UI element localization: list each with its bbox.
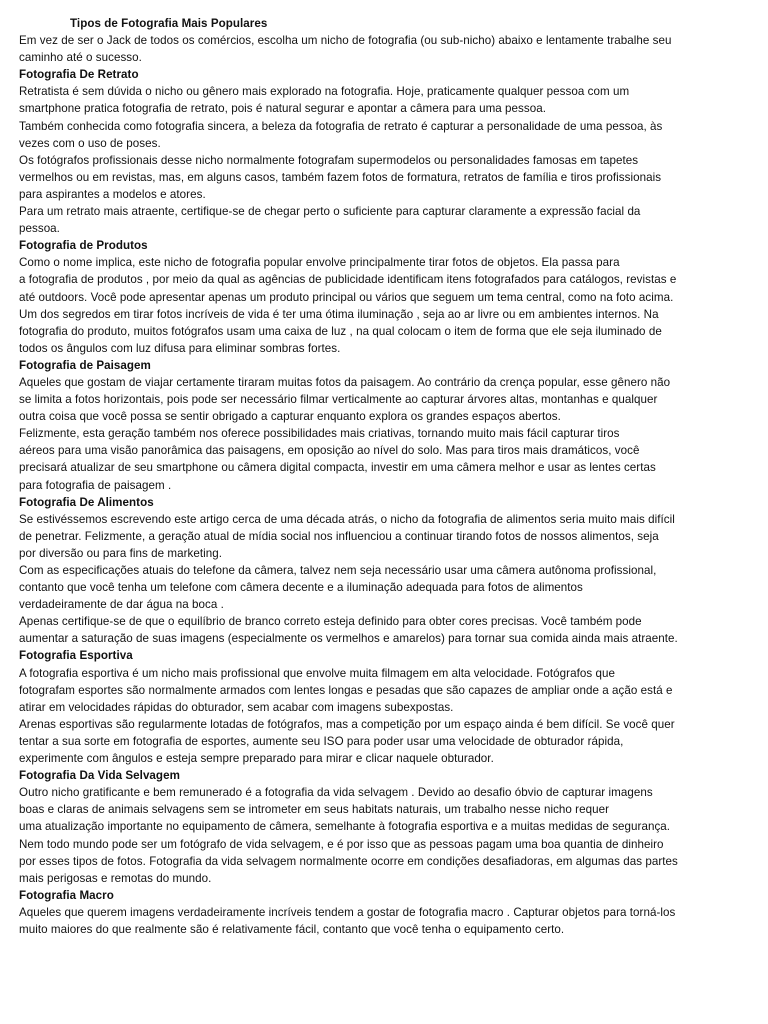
text-line: Aqueles que gostam de viajar certamente tiraram muitas fotos da paisagem. Ao contrário da crença popular, esse gênero não bbox=[19, 375, 671, 389]
text-line: até outdoors. Você pode apresentar apenas um produto principal ou vários que seguem um tema central, como na foto acima. bbox=[19, 290, 674, 304]
section bbox=[19, 357, 755, 494]
text-line: vermelhos ou em revistas, mas, em alguns casos, também fazem fotos de formatura, retratos de família e tiros profissionais bbox=[19, 170, 662, 184]
text-line: por diversão ou para fins de marketing. bbox=[19, 546, 223, 560]
text-line: smartphone pratica fotografia de retrato, pois é natural segurar e apontar a câmera para uma pessoa. bbox=[19, 102, 547, 116]
text-line: Nem todo mundo pode ser um fotógrafo de vida selvagem, e é por isso que as pessoas pagam uma boa quantia de dinheiro bbox=[19, 837, 664, 851]
text-line: de penetrar. Felizmente, a geração atual de mídia social nos influenciou a continuar tirando fotos de nossos alimentos, seja bbox=[19, 529, 659, 543]
text-line: uma atualização importante no equipamento de câmera, semelhante à fotografia esportiva e a muitas medidas de segurança. bbox=[19, 820, 671, 834]
text-line: mais perigosas e remotas do mundo. bbox=[19, 871, 212, 885]
text-line: muito maiores do que realmente são é relativamente fácil, contanto que você tenha o equipamento certo. bbox=[19, 922, 565, 936]
section-heading: Fotografia Macro bbox=[19, 888, 114, 902]
section bbox=[19, 237, 755, 357]
paragraph bbox=[19, 425, 755, 493]
text-line: experimente com ângulos e esteja sempre preparado para mirar e clicar naquele obturador. bbox=[19, 752, 494, 766]
text-line: Em vez de ser o Jack de todos os comércios, escolha um nicho de fotografia (ou sub-nicho) abaixo e lentamente trabalhe seu bbox=[19, 34, 672, 48]
paragraph bbox=[19, 83, 755, 117]
intro-paragraph bbox=[19, 32, 755, 66]
sections-container bbox=[19, 66, 755, 938]
text-line: todos os ângulos com luz difusa para eliminar sombras fortes. bbox=[19, 341, 341, 355]
text-line: contanto que você tenha um telefone com câmera decente e a iluminação adequada para fotos de alimentos bbox=[19, 581, 583, 595]
section-heading: Fotografia De Retrato bbox=[19, 68, 139, 82]
text-line: para aspirantes a modelos e atores. bbox=[19, 187, 206, 201]
text-line: Os fotógrafos profissionais desse nicho normalmente fotografam supermodelos ou personalidades famosas em tapetes bbox=[19, 153, 639, 167]
paragraph bbox=[19, 613, 755, 647]
paragraph bbox=[19, 203, 755, 237]
text-line: fotografam esportes são normalmente armados com lentes longas e pesadas que são capazes de ampliar onde a ação está e bbox=[19, 683, 673, 697]
paragraph bbox=[19, 562, 755, 613]
text-line: a fotografia de produtos , por meio da qual as agências de publicidade identificam itens fotografados para catálogos, revistas e bbox=[19, 273, 677, 287]
section-heading: Fotografia de Paisagem bbox=[19, 358, 151, 372]
text-line: Arenas esportivas são regularmente lotadas de fotógrafos, mas a competição por um espaço ainda é bem difícil. Se você quer bbox=[19, 717, 675, 731]
text-line: Retratista é sem dúvida o nicho ou gênero mais explorado na fotografia. Hoje, praticamente qualquer pessoa com um bbox=[19, 85, 630, 99]
document-page bbox=[19, 15, 755, 938]
document-title: Tipos de Fotografia Mais Populares bbox=[70, 17, 268, 30]
text-line: verdadeiramente de dar água na boca . bbox=[19, 598, 224, 612]
text-line: precisará atualizar de seu smartphone ou câmera digital compacta, investir em uma câmera melhor e usar as lentes certas bbox=[19, 461, 656, 475]
paragraph bbox=[19, 904, 755, 938]
paragraph bbox=[19, 254, 755, 357]
text-line: Felizmente, esta geração também nos oferece possibilidades mais criativas, tornando muito mais fácil capturar tiros bbox=[19, 427, 620, 441]
paragraph bbox=[19, 374, 755, 425]
paragraph bbox=[19, 152, 755, 203]
text-line: aéreos para uma visão panorâmica das paisagens, em oposição ao nível do solo. Mas para tiros mais dramáticos, você bbox=[19, 444, 640, 458]
text-line: Se estivéssemos escrevendo este artigo cerca de uma década atrás, o nicho da fotografia de alimentos seria muito mais difícil bbox=[19, 512, 675, 526]
section bbox=[19, 647, 755, 767]
section bbox=[19, 66, 755, 237]
text-line: atirar em velocidades rápidas do obturador, sem acabar com imagens subexpostas. bbox=[19, 700, 454, 714]
text-line: vezes com o uso de poses. bbox=[19, 136, 161, 150]
text-line: por esses tipos de fotos. Fotografia da vida selvagem normalmente ocorre em condições desafiadoras, em algumas das partes bbox=[19, 854, 678, 868]
paragraph bbox=[19, 784, 755, 887]
text-line: boas e claras de animais selvagens sem se intrometer em seus habitats naturais, um trabalho nesse nicho requer bbox=[19, 803, 609, 817]
text-line: Como o nome implica, este nicho de fotografia popular envolve principalmente tirar fotos de objetos. Ela passa para bbox=[19, 256, 620, 270]
section-heading: Fotografia de Produtos bbox=[19, 239, 148, 253]
text-line: Um dos segredos em tirar fotos incríveis de vida é ter uma ótima iluminação , seja ao ar livre ou em ambientes internos. Na bbox=[19, 307, 659, 321]
text-line: A fotografia esportiva é um nicho mais profissional que envolve muita filmagem em alta velocidade. Fotógrafos que bbox=[19, 666, 615, 680]
section bbox=[19, 887, 755, 938]
paragraph bbox=[19, 511, 755, 562]
text-line: Aqueles que querem imagens verdadeiramente incríveis tendem a gostar de fotografia macro . Capturar objetos para torná-los bbox=[19, 905, 676, 919]
paragraph bbox=[19, 665, 755, 716]
paragraph bbox=[19, 118, 755, 152]
section-heading: Fotografia De Alimentos bbox=[19, 495, 154, 509]
section bbox=[19, 767, 755, 887]
text-line: fotografia do produto, muitos fotógrafos usam uma caixa de luz , na qual colocam o item de forma que ele seja iluminado de bbox=[19, 324, 662, 338]
text-line: Outro nicho gratificante e bem remunerado é a fotografia da vida selvagem . Devido ao desafio óbvio de capturar imagens bbox=[19, 786, 653, 800]
text-line: tentar a sua sorte em fotografia de esportes, aumente seu ISO para poder usar uma velocidade de obturador rápida, bbox=[19, 734, 624, 748]
text-line: aumentar a saturação de suas imagens (especialmente os vermelhos e amarelos) para tornar sua comida ainda mais atraente. bbox=[19, 632, 678, 646]
text-line: Apenas certifique-se de que o equilíbrio de branco correto esteja definido para obter cores precisas. Você também pode bbox=[19, 615, 642, 629]
paragraph bbox=[19, 716, 755, 767]
text-line: pessoa. bbox=[19, 222, 60, 236]
text-line: Para um retrato mais atraente, certifique-se de chegar perto o suficiente para capturar claramente a expressão facial da bbox=[19, 205, 641, 219]
section-heading: Fotografia Esportiva bbox=[19, 649, 133, 663]
section-heading: Fotografia Da Vida Selvagem bbox=[19, 769, 180, 783]
text-line: caminho até o sucesso. bbox=[19, 51, 142, 65]
text-line: para fotografia de paisagem . bbox=[19, 478, 172, 492]
text-line: Também conhecida como fotografia sincera, a beleza da fotografia de retrato é capturar a personalidade de uma pessoa, às bbox=[19, 119, 663, 133]
text-line: outra coisa que você possa se sentir obrigado a capturar enquanto explora os grandes espaços abertos. bbox=[19, 410, 561, 424]
text-line: Com as especificações atuais do telefone da câmera, talvez nem seja necessário usar uma câmera autônoma profissional, bbox=[19, 564, 657, 577]
section bbox=[19, 494, 755, 648]
text-line: se limita a fotos horizontais, pois pode ser necessário filmar verticalmente ao capturar árvores altas, montanhas e qualquer bbox=[19, 393, 658, 407]
